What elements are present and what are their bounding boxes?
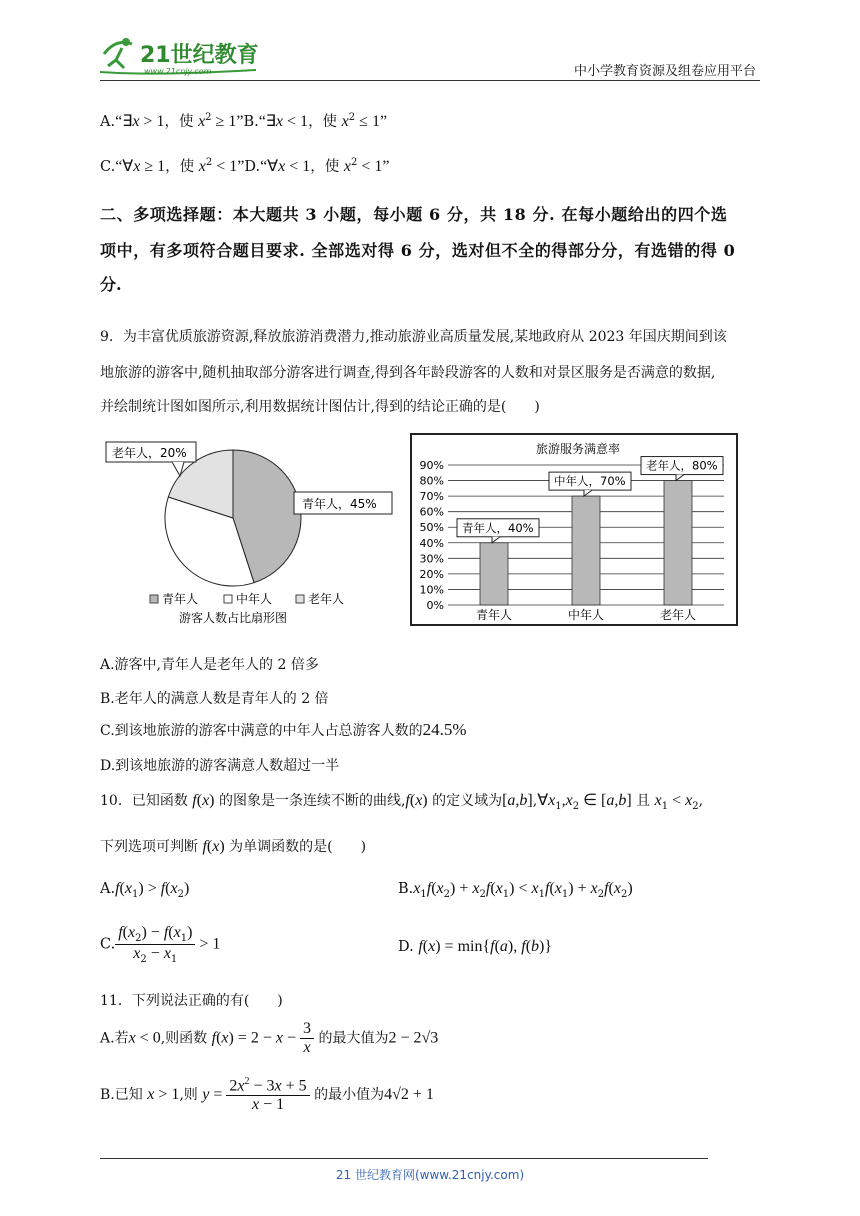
logo-text: 21世纪教育 bbox=[140, 43, 259, 68]
q11-stem: 11．下列说法正确的有( ) bbox=[100, 993, 283, 1009]
section2-line3: 分. bbox=[100, 275, 122, 294]
bar-1 bbox=[572, 496, 600, 605]
bar-y-tick-6: 60% bbox=[419, 505, 444, 519]
q9-stem-line1: 9．为丰富优质旅游资源,释放旅游消费潜力,推动旅游业高质量发展,某地政府从 2023 年国庆期间到该 bbox=[100, 329, 727, 345]
q11-option-a: A.若x < 0,则函数 f(x) = 2 − x − $\frac{3}{x}$ 的最大值为2 − 2√3 bbox=[100, 1020, 439, 1056]
q9-stem-line2: 地旅游的游客中,随机抽取部分游客进行调查,得到各年龄段游客的人数和对景区服务是否满意的数据, bbox=[100, 365, 716, 381]
q8-option-c-d: C.“∀x ≥ 1，使 $x^2$ < 1”D.“∀x < 1，使 $x^2 < 1$” bbox=[100, 157, 390, 175]
q10-option-b: $B.x_1f(x_2) + x_2f(x_1) < x_1f(x_1) + x_2f(x_2)$ bbox=[398, 880, 633, 900]
legend-elderly: 老年人 bbox=[308, 592, 345, 606]
bar-label-pointer-1 bbox=[584, 490, 592, 496]
bar-y-tick-1: 10% bbox=[419, 583, 444, 597]
bar-label-pointer-0 bbox=[492, 537, 500, 543]
pie-legend bbox=[150, 591, 344, 606]
bar-y-tick-9: 90% bbox=[419, 459, 444, 472]
q10-option-a: $A.f(x_1) > f(x_2)$ bbox=[100, 880, 190, 900]
pie-chart bbox=[102, 432, 377, 630]
bar-data-label-0: 青年人，40% bbox=[462, 520, 534, 535]
q9-option-c: C.到该地旅游的游客中满意的中年人占总游客人数的24.5% bbox=[100, 720, 467, 739]
footer-divider bbox=[100, 1158, 708, 1159]
bar-y-tick-2: 20% bbox=[419, 567, 444, 581]
bar-y-tick-3: 30% bbox=[419, 552, 444, 566]
bar-data-label-2: 老年人，80% bbox=[646, 458, 718, 473]
bar-y-tick-7: 70% bbox=[419, 490, 444, 504]
q11-option-b: B.已知 x > 1,则 y = $\frac{2x^2 - 3x + 5}{x - 1}$ 的最小值为4√2 + 1 bbox=[100, 1076, 434, 1114]
q9-option-d: D.到该地旅游的游客满意人数超过一半 bbox=[100, 758, 340, 774]
bar-y-tick-4: 40% bbox=[419, 536, 444, 550]
bar-label-pointer-2 bbox=[676, 475, 684, 481]
section2-line1: 二、多项选择题：本大题共 3 小题，每小题 6 分，共 18 分. 在每小题给出的四个选 bbox=[100, 205, 728, 224]
pie-title: 游客人数占比扇形图 bbox=[178, 611, 288, 625]
legend-middle: 中年人 bbox=[236, 592, 273, 606]
bar-chart bbox=[410, 433, 738, 626]
pie-label-elderly bbox=[106, 442, 196, 476]
bar-category-2: 老年人 bbox=[659, 608, 697, 622]
section2-line2: 项中，有多项符合题目要求. 全部选对得 6 分，选对但不全的得部分分，有选错的得 0 bbox=[100, 241, 736, 260]
bar-y-tick-0: 0% bbox=[426, 599, 444, 612]
pie-data-label-youth: 青年人，45% bbox=[302, 497, 377, 511]
legend-youth: 青年人 bbox=[162, 592, 199, 606]
q8-option-a-b: A.“∃x > 1，使 $x^2$ ≥ 1”B.“∃x < 1，使 $x^2 \le 1$” bbox=[100, 112, 388, 130]
q10-stem-line2: 下列选项可判断 f(x) 为单调函数的是( ) bbox=[100, 838, 367, 855]
site-logo bbox=[96, 32, 266, 80]
pie-label-youth bbox=[294, 492, 392, 514]
bar-2 bbox=[664, 481, 692, 605]
bar-category-1: 中年人 bbox=[567, 608, 605, 622]
logo-url: www.21cnjy.com bbox=[144, 67, 212, 76]
q9-option-a: A.游客中,青年人是老年人的 2 倍多 bbox=[100, 657, 319, 673]
q10-option-c: C. $\frac{f(x_2) - f(x_1)}{x_2 - x_1}$ > 1 bbox=[100, 924, 221, 965]
pie-data-label-elderly: 老年人，20% bbox=[112, 446, 187, 460]
bar-category-0: 青年人 bbox=[475, 608, 513, 622]
footer-link[interactable]: 21 世纪教育网(www.21cnjy.com) bbox=[335, 1168, 525, 1182]
q9-stem-line3: 并绘制统计图如图所示,利用数据统计图估计,得到的结论正确的是( ) bbox=[100, 399, 540, 415]
q10-option-d: D. f(x) = min{f(a), f(b)} bbox=[398, 938, 553, 955]
header-site-name: 中小学教育资源及组卷应用平台 bbox=[573, 64, 756, 79]
q9-option-b: B.老年人的满意人数是青年人的 2 倍 bbox=[100, 691, 329, 707]
bar-title: 旅游服务满意率 bbox=[535, 442, 621, 456]
bar-y-tick-5: 50% bbox=[419, 521, 444, 535]
header-divider bbox=[100, 80, 760, 81]
bar-data-label-1: 中年人，70% bbox=[554, 474, 626, 489]
q10-stem-line1: 10．已知函数 f(x) 的图象是一条连续不断的曲线,f(x) 的定义域为$[a,b],\forall x_1,x_2$ ∈ [a,b] 且 $x_1 < x_2$, bbox=[100, 792, 704, 812]
bar-0 bbox=[480, 543, 508, 605]
bar-y-tick-8: 80% bbox=[419, 474, 444, 488]
